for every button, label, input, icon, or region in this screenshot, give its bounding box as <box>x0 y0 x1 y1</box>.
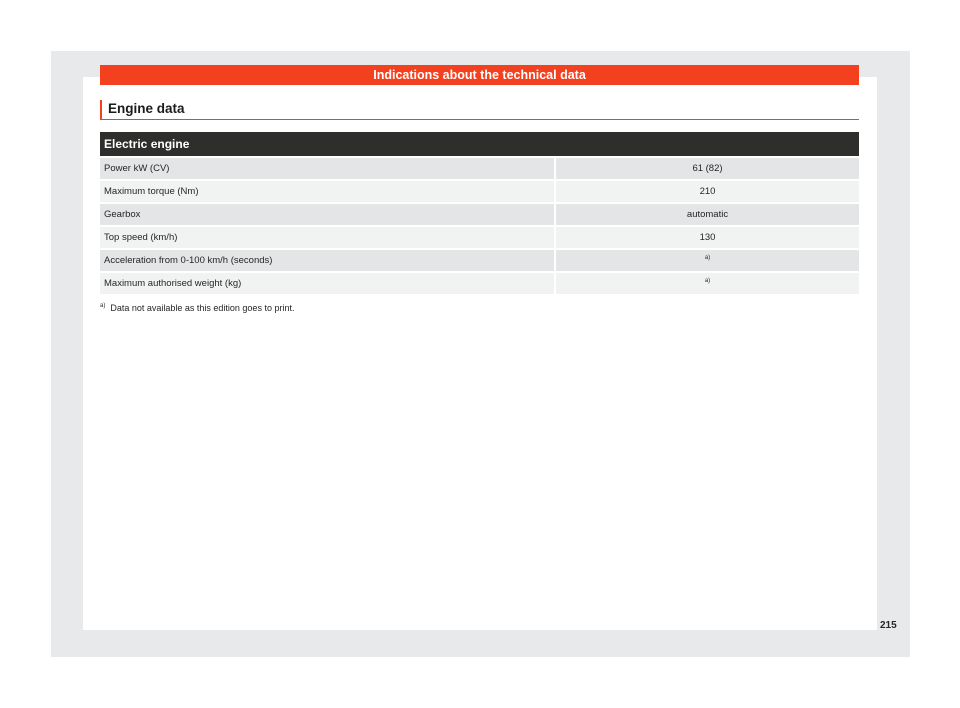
row-label: Maximum authorised weight (kg) <box>100 273 554 294</box>
footnote-reference: a) <box>704 277 711 284</box>
footnote-reference: a) <box>704 254 711 261</box>
table-row <box>100 227 859 248</box>
chapter-header: Indications about the technical data <box>100 65 859 85</box>
section-heading <box>100 100 859 120</box>
table-row <box>100 273 859 294</box>
footnote <box>100 303 294 313</box>
row-label: Top speed (km/h) <box>100 227 554 248</box>
row-label: Acceleration from 0-100 km/h (seconds) <box>100 250 554 271</box>
footnote-marker: a) <box>100 303 106 309</box>
table-row <box>100 204 859 225</box>
row-value: 210 <box>556 181 859 202</box>
engine-data-table <box>100 132 859 296</box>
row-label: Gearbox <box>100 204 554 225</box>
row-label: Maximum torque (Nm) <box>100 181 554 202</box>
row-label: Power kW (CV) <box>100 158 554 179</box>
row-value: automatic <box>556 204 859 225</box>
footnote-text: Data not available as this edition goes to print. <box>110 303 295 313</box>
row-value: 61 (82) <box>556 158 859 179</box>
section-title: Engine data <box>108 101 185 116</box>
table-row <box>100 250 859 271</box>
row-value: 130 <box>556 227 859 248</box>
page-number: 215 <box>880 620 897 631</box>
table-header: Electric engine <box>100 132 859 156</box>
table-row <box>100 181 859 202</box>
table-row <box>100 158 859 179</box>
